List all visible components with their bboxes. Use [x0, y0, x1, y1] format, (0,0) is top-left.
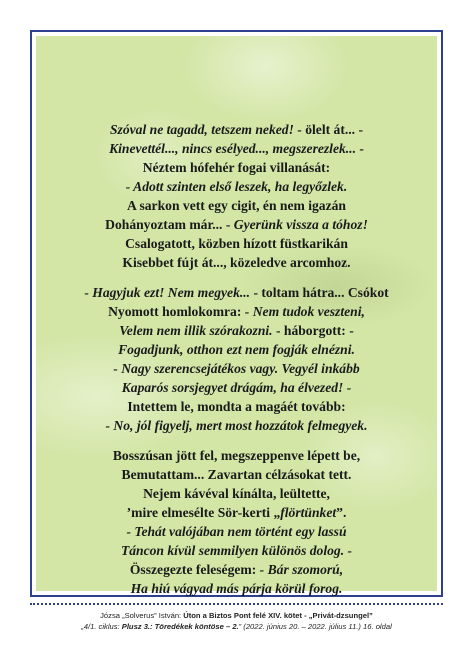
poem-line-segment: Nejem kávéval kínálta, leültette,: [143, 486, 330, 501]
poem-line: [36, 503, 437, 522]
poem-line-segment: - No, jól figyelj, mert most hozzátok felmegyek.: [105, 418, 368, 433]
poem-line: [36, 397, 437, 416]
poem-line-segment: - ölelt át... -: [297, 122, 363, 137]
poem-line: [36, 560, 437, 579]
poem-body: [36, 120, 437, 609]
stanza: [36, 446, 437, 598]
poem-line: [36, 215, 437, 234]
poem-line: [36, 359, 437, 378]
poem-line-segment: Ha hiú vágyad más párja körül forog.: [130, 581, 343, 596]
poem-line: [36, 541, 437, 560]
poem-line-segment: Táncon kívül semmilyen különös dolog. -: [120, 543, 353, 558]
footer-dates-page: ” (2022. június 20. – 2022. július 11.) 16. oldal: [238, 622, 392, 631]
poem-line-segment: Dohányoztam már... -: [105, 217, 234, 232]
poem-line: [36, 416, 437, 435]
poem-line-segment: Gyerünk vissza a tóhoz!: [233, 217, 368, 232]
poem-line-segment: Intettem le, mondta a magáét tovább:: [127, 399, 346, 414]
footer-author: Józsa „Solverus” István:: [100, 611, 184, 620]
poem-line-segment: ’mire elmesélte Sör-kerti „: [126, 505, 281, 520]
footer-line-2: [30, 621, 443, 632]
poem-line: [36, 283, 437, 302]
footer-line-1: [30, 610, 443, 621]
poem-line: [36, 196, 437, 215]
poem-line: [36, 302, 437, 321]
page-frame: [30, 30, 443, 597]
poem-line-segment: flörtünket: [280, 505, 337, 520]
poem-line-segment: A sarkon vett egy cigit, én nem igazán: [127, 198, 346, 213]
page-footer: [30, 610, 443, 632]
poem-line-segment: - Tehát valójában nem történt egy lassú: [126, 524, 347, 539]
footer-cycle: „4/1. ciklus:: [81, 622, 122, 631]
poem-line: [36, 446, 437, 465]
poem-line-segment: - Hagyjuk ezt! Nem megyek...: [84, 285, 254, 300]
poem-line: [36, 120, 437, 139]
poem-line: [36, 321, 437, 340]
poem-line-segment: Szóval ne tagadd, tetszem neked!: [110, 122, 298, 137]
poem-line-segment: Velem nem illik szórakozni.: [119, 323, 276, 338]
poem-line: [36, 378, 437, 397]
poem-line: [36, 253, 437, 272]
poem-line-segment: Csalogatott, közben hízott füstkarikán: [125, 236, 348, 251]
stanza: [36, 120, 437, 272]
poem-line-segment: Bemutattam... Zavartan célzásokat tett.: [121, 467, 352, 482]
footer-part: Plusz 3.: Töredékek köntöse – 2.: [121, 622, 239, 631]
poem-line: [36, 177, 437, 196]
poem-line: [36, 484, 437, 503]
poem-line: [36, 139, 437, 158]
poem-line-segment: Kaparós sorsjegyet drágám, ha élvezed! -: [121, 380, 352, 395]
poem-line-segment: -: [359, 141, 364, 156]
background-panel: [36, 36, 437, 596]
poem-line-segment: Nyomott homlokomra:: [108, 304, 245, 319]
poem-line-segment: Bosszúsan jött fel, megszeppenve lépett be,: [112, 448, 361, 463]
poem-line-segment: - Bár szomorú,: [259, 562, 344, 577]
poem-line-segment: Néztem hófehér fogai villanását:: [142, 160, 331, 175]
poem-line-segment: Összegezte feleségem:: [129, 562, 260, 577]
poem-line: [36, 340, 437, 359]
poem-line: [36, 158, 437, 177]
poem-line-segment: ”.: [336, 505, 347, 520]
poem-line-segment: Kisebbet fújt át..., közeledve arcomhoz.: [122, 255, 351, 270]
poem-line-segment: - Nem tudok veszteni,: [244, 304, 365, 319]
poem-line-segment: Kinevettél..., nincs esélyed..., megszerezlek...: [109, 141, 360, 156]
poem-line-segment: - háborgott: -: [275, 323, 354, 338]
poem-line: [36, 579, 437, 598]
poem-line-segment: Fogadjunk, otthon ezt nem fogják elnézni.: [118, 342, 355, 357]
poem-line: [36, 522, 437, 541]
poem-line: [36, 465, 437, 484]
stanza: [36, 283, 437, 435]
poem-line: [36, 234, 437, 253]
poem-line-segment: - Adott szinten első leszek, ha legyőzlek.: [125, 179, 348, 194]
footer-book-title: Úton a Biztos Pont felé XIV. kötet - „Privát-dzsungel”: [183, 611, 373, 620]
poem-line-segment: - Nagy szerencsejátékos vagy. Vegyél inkább: [113, 361, 360, 376]
poem-line-segment: - toltam hátra... Csókot: [253, 285, 389, 300]
footer-divider: [30, 603, 443, 605]
